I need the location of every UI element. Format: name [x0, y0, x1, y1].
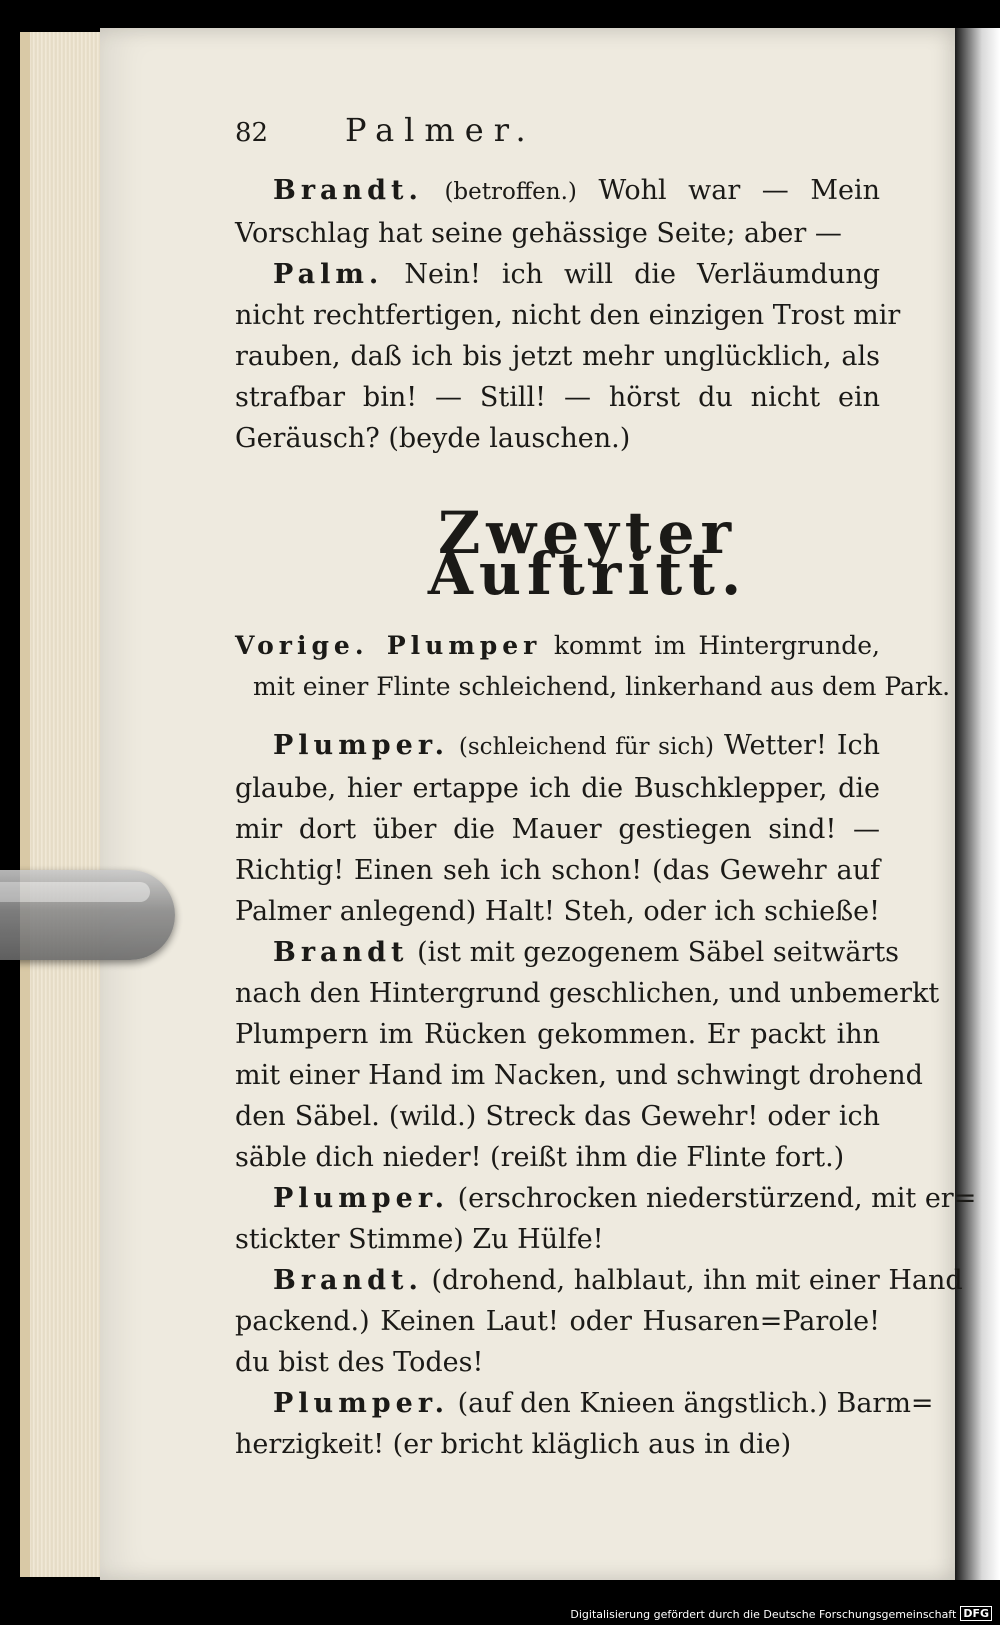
text-line: strafbar bin! — Still! — hörst du nicht ein: [235, 382, 880, 413]
speaker-name: Plumper.: [273, 730, 449, 761]
text-line: mit einer Flinte schleichend, linkerhand aus dem Park.: [253, 672, 951, 701]
next-page-edge: [955, 28, 1000, 1581]
speech-text: (drohend, halblaut, ihn mit einer Hand: [431, 1265, 963, 1296]
text-line: Richtig! Einen seh ich schon! (das Gewehr auf: [235, 855, 880, 886]
speech-text: (ist mit gezogenem Säbel seitwärts: [417, 937, 900, 968]
text-line: du bist des Todes!: [235, 1347, 484, 1378]
page-clip: [0, 870, 175, 960]
text-line: [235, 1383, 934, 1424]
speech-text: Wohl war — Mein: [598, 175, 880, 206]
speech-text: Nein! ich will die Verläumdung: [404, 259, 881, 290]
scene-title: Zweyter Auftritt.: [427, 499, 748, 608]
text-line: [235, 1260, 963, 1301]
speaker-name: Plumper.: [273, 1388, 449, 1419]
text-line: packend.) Keinen Laut! oder Husaren=Parole!: [235, 1306, 880, 1337]
speech-text: (auf den Knieen ängstlich.) Barm=: [457, 1388, 934, 1419]
speech-text: Wetter! Ich: [723, 730, 881, 761]
speaker-name: Palm.: [273, 259, 384, 290]
stage-direction: (schleichend für sich): [458, 734, 714, 760]
text-line: säble dich nieder! (reißt ihm die Flinte fort.): [235, 1142, 845, 1173]
text-line: Palmer anlegend) Halt! Steh, oder ich schieße!: [235, 896, 880, 927]
text-line: [235, 1178, 977, 1219]
stage-direction: (betroffen.): [444, 179, 577, 205]
speaker-name: Brandt.: [273, 175, 423, 206]
text-line: [235, 625, 880, 666]
direction-text: kommt im Hintergrunde,: [553, 631, 880, 660]
scene-direction: [235, 625, 951, 707]
text-line: mir dort über die Mauer gestiegen sind! —: [235, 814, 880, 845]
dfg-logo: DFG: [960, 1606, 992, 1621]
text-line: nicht rechtfertigen, nicht den einzigen Trost mir: [235, 300, 901, 331]
footer-credit: Digitalisierung gefördert durch die Deutsche Forschungsgemeinschaft: [570, 1608, 957, 1621]
text-line: stickter Stimme) Zu Hülfe!: [235, 1224, 604, 1255]
text-line: mit einer Hand im Nacken, und schwingt drohend: [235, 1060, 923, 1091]
digitization-footer: [0, 1580, 1000, 1625]
text-line: Vorschlag hat seine gehässige Seite; aber —: [235, 218, 842, 249]
text-line: [235, 170, 880, 213]
text-line: herzigkeit! (er bricht kläglich aus in die): [235, 1429, 792, 1460]
page-number: 82: [235, 118, 269, 148]
speaker-name: Plumper.: [273, 1183, 449, 1214]
text-line: glaube, hier ertappe ich die Buschklepper, die: [235, 773, 880, 804]
text-line: den Säbel. (wild.) Streck das Gewehr! oder ich: [235, 1101, 880, 1132]
character-names: Vorige. Plumper: [235, 631, 542, 660]
text-line: [235, 932, 900, 973]
text-line: Plumpern im Rücken gekommen. Er packt ihn: [235, 1019, 880, 1050]
page-header: [235, 110, 880, 170]
text-line: Geräusch? (beyde lauschen.): [235, 423, 631, 454]
speech-text: (erschrocken niederstürzend, mit er=: [457, 1183, 977, 1214]
running-header: Palmer.: [345, 111, 536, 149]
speaker-name: Brandt.: [273, 1265, 423, 1296]
text-line: nach den Hintergrund geschlichen, und unbemerkt: [235, 978, 940, 1009]
text-line: [235, 254, 880, 295]
page-text: [235, 110, 977, 1465]
speaker-name: Brandt: [273, 937, 409, 968]
text-line: rauben, daß ich bis jetzt mehr unglücklich, als: [235, 341, 880, 372]
text-line: [235, 725, 880, 768]
